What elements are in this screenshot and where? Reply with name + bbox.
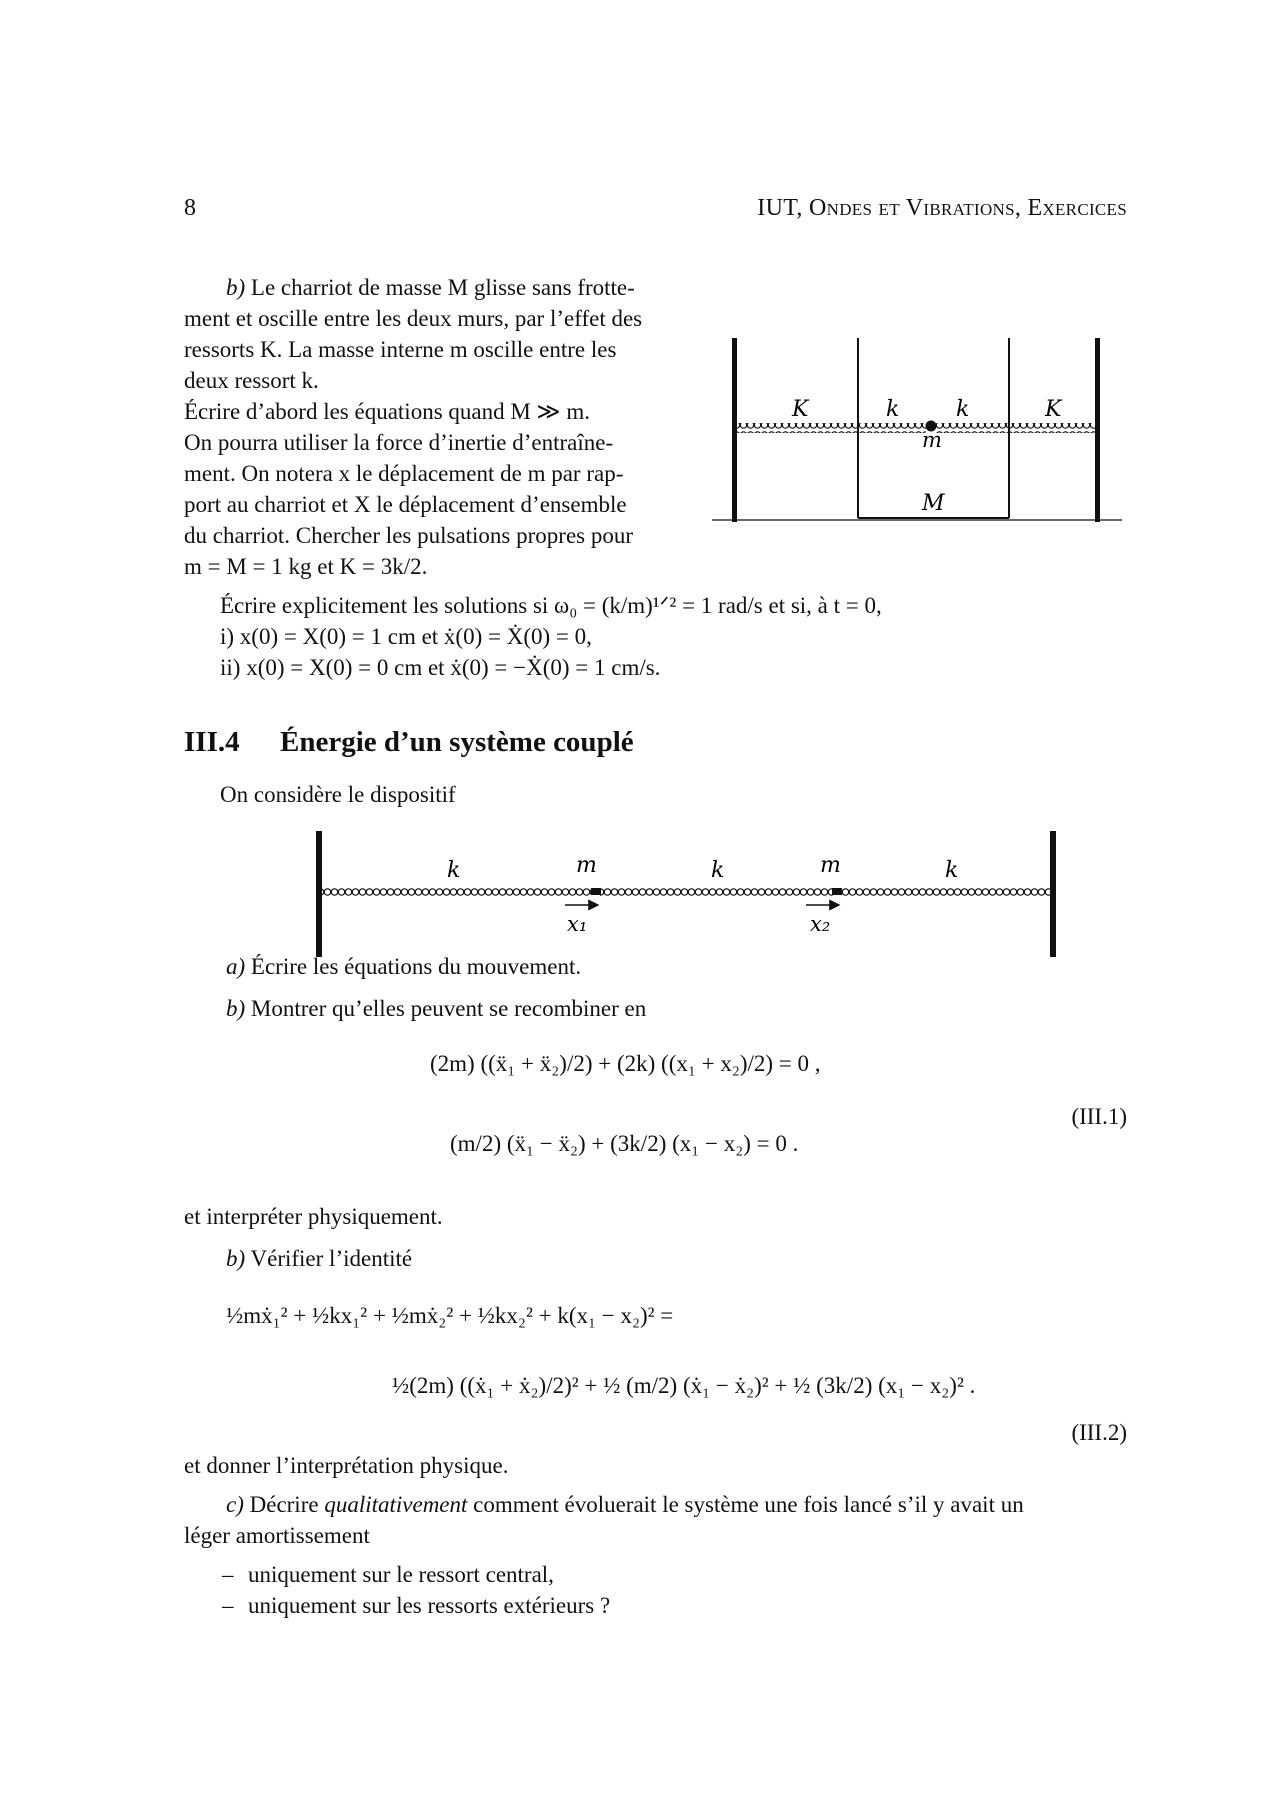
- left-outer-wall: [732, 338, 737, 522]
- bullet-item: – uniquement sur les ressorts extérieurs ?: [222, 1593, 611, 1618]
- exercise-b-line6: On pourra utiliser la force d’inertie d’entraîne-: [184, 430, 614, 455]
- question-c-label: c): [226, 1492, 244, 1517]
- label-m1: m: [576, 853, 597, 878]
- spring-k-right: [936, 423, 1009, 433]
- equation-III2-number: (III.2): [1071, 1420, 1127, 1445]
- equation-III1-line1: (2m) ((ẍ₁ + ẍ₂)/2) + (2k) ((x₁ + x₂)/2) = 0 ,: [430, 1051, 821, 1076]
- bullet-1-text: uniquement sur le ressort central,: [248, 1562, 554, 1587]
- exercise-b-text: [184, 272, 692, 582]
- question-b: [226, 993, 646, 1024]
- chariot-spring-figure: [712, 330, 1132, 530]
- exercise-b-line3: ressorts K. La masse interne m oscille entre les: [184, 337, 617, 362]
- question-b2: [226, 1243, 412, 1274]
- page-number: 8: [184, 195, 196, 221]
- label-k2: k: [711, 858, 725, 883]
- exercise-b-line5: Écrire d’abord les équations quand M ≫ m.: [184, 399, 591, 424]
- right-outer-wall: [1095, 338, 1100, 522]
- spring-K-right: [1009, 423, 1095, 433]
- label-k-right: k: [956, 397, 970, 422]
- interpretation-1: et interpréter physiquement.: [184, 1204, 443, 1229]
- mass-2: [832, 888, 842, 895]
- question-b-label: b): [226, 996, 246, 1021]
- label-m: m: [922, 428, 942, 452]
- question-b2-text: Vérifier l’identité: [250, 1246, 413, 1271]
- label-x1: x₁: [567, 912, 588, 936]
- spring-k1: [322, 887, 592, 897]
- spring-k3: [841, 887, 1050, 897]
- equation-III1-number: (III.1): [1071, 1104, 1127, 1129]
- section-heading: [184, 727, 634, 758]
- label-m2: m: [820, 853, 841, 878]
- question-a-text: Écrire les équations du mouvement.: [250, 954, 582, 979]
- question-c-line2: léger amortissement: [184, 1523, 370, 1548]
- label-k-left: k: [886, 397, 900, 422]
- exercise-b-label: b): [226, 275, 246, 300]
- label-k1: k: [447, 858, 461, 883]
- bullet-item: – uniquement sur le ressort central,: [222, 1562, 554, 1587]
- exercise-b-line1: Le charriot de masse M glisse sans frotte-: [250, 275, 635, 300]
- question-c-emphasis: qualitativement: [324, 1492, 468, 1517]
- exercise-b-line2: ment et oscille entre les deux murs, par l’effet des: [184, 306, 643, 331]
- spring-k-left: [858, 423, 926, 433]
- question-b2-label: b): [226, 1246, 246, 1271]
- label-K-right: K: [1045, 397, 1062, 422]
- section-intro: On considère le dispositif: [220, 782, 456, 807]
- question-a-label: a): [226, 954, 246, 979]
- question-c-before: Décrire: [249, 1492, 319, 1517]
- label-M: M: [922, 491, 945, 516]
- exercise-b-line7: ment. On notera x le déplacement de m par rap-: [184, 461, 624, 486]
- case-i: i) x(0) = X(0) = 1 cm et ẋ(0) = Ẋ(0) = 0,: [220, 624, 592, 649]
- exercise-b-line8: port au charriot et X le déplacement d’ensemble: [184, 492, 627, 517]
- mass-1: [591, 888, 601, 895]
- equation-III2-line2: ½(2m) ((ẋ₁ + ẋ₂)/2)² + ½ (m/2) (ẋ₁ − ẋ₂)² + ½ (3k/2) (x₁ − x₂)² .: [392, 1373, 976, 1398]
- spring-K-left: [737, 423, 858, 433]
- label-x2: x₂: [810, 912, 831, 936]
- section-title: Énergie d’un système couplé: [280, 726, 634, 758]
- interpretation-2: et donner l’interprétation physique.: [184, 1453, 509, 1478]
- question-a: [226, 951, 581, 982]
- left-wall: [316, 831, 322, 957]
- spring-k2: [600, 887, 833, 897]
- solutions-intro: Écrire explicitement les solutions si ω₀ = (k/m)¹ᐟ² = 1 rad/s et si, à t = 0,: [220, 593, 882, 618]
- coupled-oscillator-figure: [310, 827, 1070, 962]
- right-wall: [1050, 831, 1056, 957]
- equation-III2-line1: ½mẋ₁² + ½kx₁² + ½mẋ₂² + ½kx₂² + k(x₁ − x₂)² =: [226, 1303, 674, 1328]
- exercise-b-solutions: [220, 590, 882, 683]
- label-K-left: K: [792, 397, 809, 422]
- exercise-b-line10: m = M = 1 kg et K = 3k/2.: [184, 554, 428, 579]
- exercise-b-line4: deux ressort k.: [184, 368, 319, 393]
- question-c: [184, 1489, 1128, 1551]
- equation-III1-line2: (m/2) (ẍ₁ − ẍ₂) + (3k/2) (x₁ − x₂) = 0 .: [450, 1131, 799, 1156]
- case-ii: ii) x(0) = X(0) = 0 cm et ẋ(0) = −Ẋ(0) = 1 cm/s.: [220, 655, 661, 680]
- bullet-list: [222, 1559, 610, 1621]
- bullet-2-text: uniquement sur les ressorts extérieurs ?: [248, 1593, 611, 1618]
- exercise-b-line9: du charriot. Chercher les pulsations propres pour: [184, 523, 634, 548]
- section-number: III.4: [184, 726, 240, 758]
- running-head: IUT, Ondes et Vibrations, Exercices: [757, 195, 1127, 221]
- label-k3: k: [945, 858, 959, 883]
- question-b-text: Montrer qu’elles peuvent se recombiner en: [250, 996, 647, 1021]
- question-c-after: comment évoluerait le système une fois lancé s’il y avait un: [473, 1492, 1024, 1517]
